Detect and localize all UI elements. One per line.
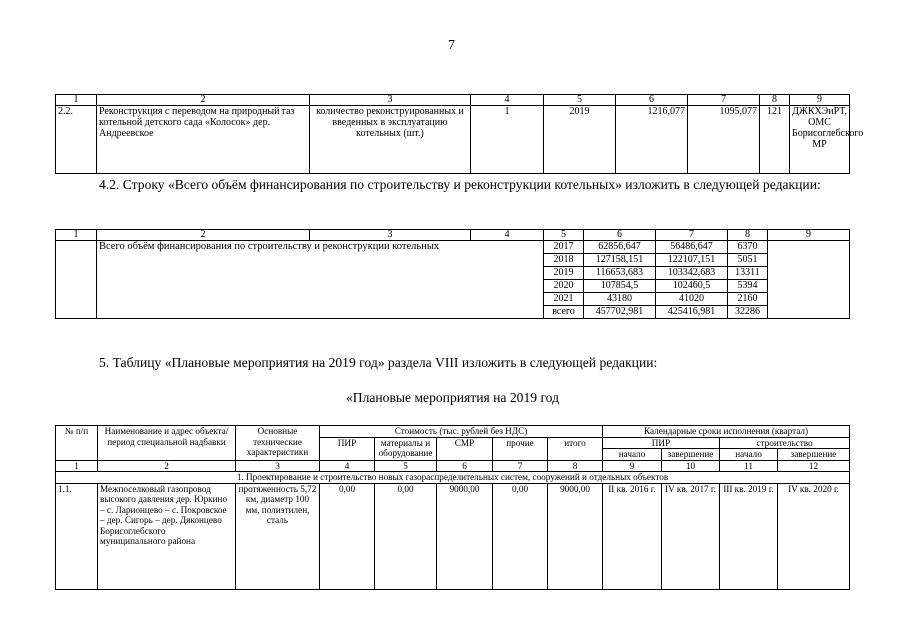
value-regional: 56486,647 xyxy=(656,241,728,254)
header-end: завершение xyxy=(662,449,720,461)
col-number: 11 xyxy=(720,460,778,472)
col-number: 6 xyxy=(437,460,493,472)
table-header-row xyxy=(56,230,850,241)
paragraph-4-2: 4.2. Строку «Всего объём финансирования по строительству и реконструкции котельных» изложить в следующей редакции: xyxy=(99,177,821,192)
value-total: 457702,981 xyxy=(584,306,656,319)
header-cell: 5 xyxy=(544,95,616,106)
pir-start: II кв. 2016 г. xyxy=(603,483,662,589)
header-cell: 7 xyxy=(688,95,760,106)
value-total: 116653,683 xyxy=(584,267,656,280)
header-cost: Стоимость (тыс. рублей без НДС) xyxy=(320,426,603,438)
header-cell: 5 xyxy=(544,230,584,241)
header-num: № п/п xyxy=(56,426,98,461)
value-total: 107854,5 xyxy=(584,280,656,293)
tech-characteristics: протяженность 5,72 км, диаметр 100 мм, полиэтилен, сталь xyxy=(236,483,320,589)
header-calendar-pir: ПИР xyxy=(603,437,720,449)
value-regional: 425416,981 xyxy=(656,306,728,319)
col-number: 2 xyxy=(98,460,236,472)
cost-total: 9000,00 xyxy=(548,483,603,589)
header-other: прочие xyxy=(493,437,548,460)
column-numbers-row xyxy=(56,460,850,472)
value-total: 62856,647 xyxy=(584,241,656,254)
header-calendar: Календарные сроки исполнения (квартал) xyxy=(603,426,850,438)
year: 2019 xyxy=(544,106,616,174)
year: 2021 xyxy=(544,293,584,306)
value-local: 5394 xyxy=(728,280,768,293)
header-pir: ПИР xyxy=(320,437,375,460)
header-cell: 9 xyxy=(790,95,850,106)
cost-other: 0,00 xyxy=(493,483,548,589)
header-cell: 6 xyxy=(584,230,656,241)
header-cell: 2 xyxy=(97,230,310,241)
paragraph-5: 5. Таблицу «Плановые мероприятия на 2019 год» раздела VIII изложить в следующей редакции: xyxy=(99,355,658,370)
table-header-row xyxy=(56,426,850,438)
header-cell: 7 xyxy=(656,230,728,241)
header-cell: 1 xyxy=(56,95,97,106)
table-boilers-row xyxy=(55,94,864,174)
header-tech: Основные технические характеристики xyxy=(236,426,320,461)
year: всего xyxy=(544,306,584,319)
col-number: 5 xyxy=(375,460,437,472)
object-name: Межпоселковый газопровод высокого давления дер. Юркино – с. Ларионцево – с. Покровское – дер. Сигорь – дер. Дяконцево Борисоглебского муниципального района xyxy=(98,483,236,589)
object-name: Реконструкция с переводом на природный газ котельной детского сада «Колосок» дер. Андреевское xyxy=(97,106,310,174)
year: 2018 xyxy=(544,254,584,267)
header-name: Наименование и адрес объекта/ период специальной надбавки xyxy=(98,426,236,461)
header-cell: 8 xyxy=(728,230,768,241)
pir-end: IV кв. 2017 г. xyxy=(662,483,720,589)
header-start: начало xyxy=(720,449,778,461)
build-end: IV кв. 2020 г. xyxy=(778,483,850,589)
col-number: 9 xyxy=(603,460,662,472)
year: 2020 xyxy=(544,280,584,293)
table-row xyxy=(56,106,850,174)
value-local: 121 xyxy=(760,106,790,174)
table-title: «Плановые мероприятия на 2019 год xyxy=(345,390,560,405)
header-total: итого xyxy=(548,437,603,460)
header-cell: 6 xyxy=(616,95,688,106)
cost-pir: 0,00 xyxy=(320,483,375,589)
value-total: 127158,151 xyxy=(584,254,656,267)
executor: ДЖКХЭиРТ, ОМС Борисоглебского МР xyxy=(790,106,850,174)
row-number: 1.1. xyxy=(56,483,98,589)
year: 2017 xyxy=(544,241,584,254)
cost-smr: 9000,00 xyxy=(437,483,493,589)
cost-materials: 0,00 xyxy=(375,483,437,589)
col-number: 8 xyxy=(548,460,603,472)
total-label: Всего объём финансирования по строительству и реконструкции котельных xyxy=(97,241,544,319)
empty-cell xyxy=(768,241,850,319)
page-number: 7 xyxy=(448,38,455,53)
col-number: 10 xyxy=(662,460,720,472)
header-smr: СМР xyxy=(437,437,493,460)
col-number: 12 xyxy=(778,460,850,472)
header-cell: 3 xyxy=(310,230,471,241)
header-cell: 9 xyxy=(768,230,850,241)
build-start: III кв. 2019 г. xyxy=(720,483,778,589)
value-local: 6370 xyxy=(728,241,768,254)
year: 2019 xyxy=(544,267,584,280)
col-number: 1 xyxy=(56,460,98,472)
header-cell: 8 xyxy=(760,95,790,106)
col-number: 3 xyxy=(236,460,320,472)
col-number: 7 xyxy=(493,460,548,472)
header-end: завершение xyxy=(778,449,850,461)
value-total: 1216,077 xyxy=(616,106,688,174)
value-regional: 103342,683 xyxy=(656,267,728,280)
value-local: 5051 xyxy=(728,254,768,267)
col-number: 4 xyxy=(320,460,375,472)
value-regional: 41020 xyxy=(656,293,728,306)
header-cell: 1 xyxy=(56,230,97,241)
table-row xyxy=(56,241,850,254)
value-local: 13311 xyxy=(728,267,768,280)
header-cell: 4 xyxy=(471,95,544,106)
table-header-row xyxy=(56,95,850,106)
header-start: начало xyxy=(603,449,662,461)
header-materials: материалы и оборудование xyxy=(375,437,437,460)
row-number: 2.2. xyxy=(56,106,97,174)
section-row xyxy=(56,472,850,484)
value-local: 32286 xyxy=(728,306,768,319)
indicator: количество реконструированных и введенных в эксплуатацию котельных (шт.) xyxy=(310,106,471,174)
value-regional: 122107,151 xyxy=(656,254,728,267)
quantity: 1 xyxy=(471,106,544,174)
header-calendar-build: строительство xyxy=(720,437,850,449)
value-total: 43180 xyxy=(584,293,656,306)
value-regional: 102460,5 xyxy=(656,280,728,293)
table-planned-measures xyxy=(55,425,850,590)
header-cell: 4 xyxy=(471,230,544,241)
header-cell: 3 xyxy=(310,95,471,106)
section-title: 1. Проектирование и строительство новых газораспределительных систем, сооружений и отдельных объектов xyxy=(56,472,850,484)
empty-cell xyxy=(56,241,97,319)
header-cell: 2 xyxy=(97,95,310,106)
table-row xyxy=(56,483,850,589)
value-regional: 1095,077 xyxy=(688,106,760,174)
table-total-financing xyxy=(55,229,850,319)
value-local: 2160 xyxy=(728,293,768,306)
